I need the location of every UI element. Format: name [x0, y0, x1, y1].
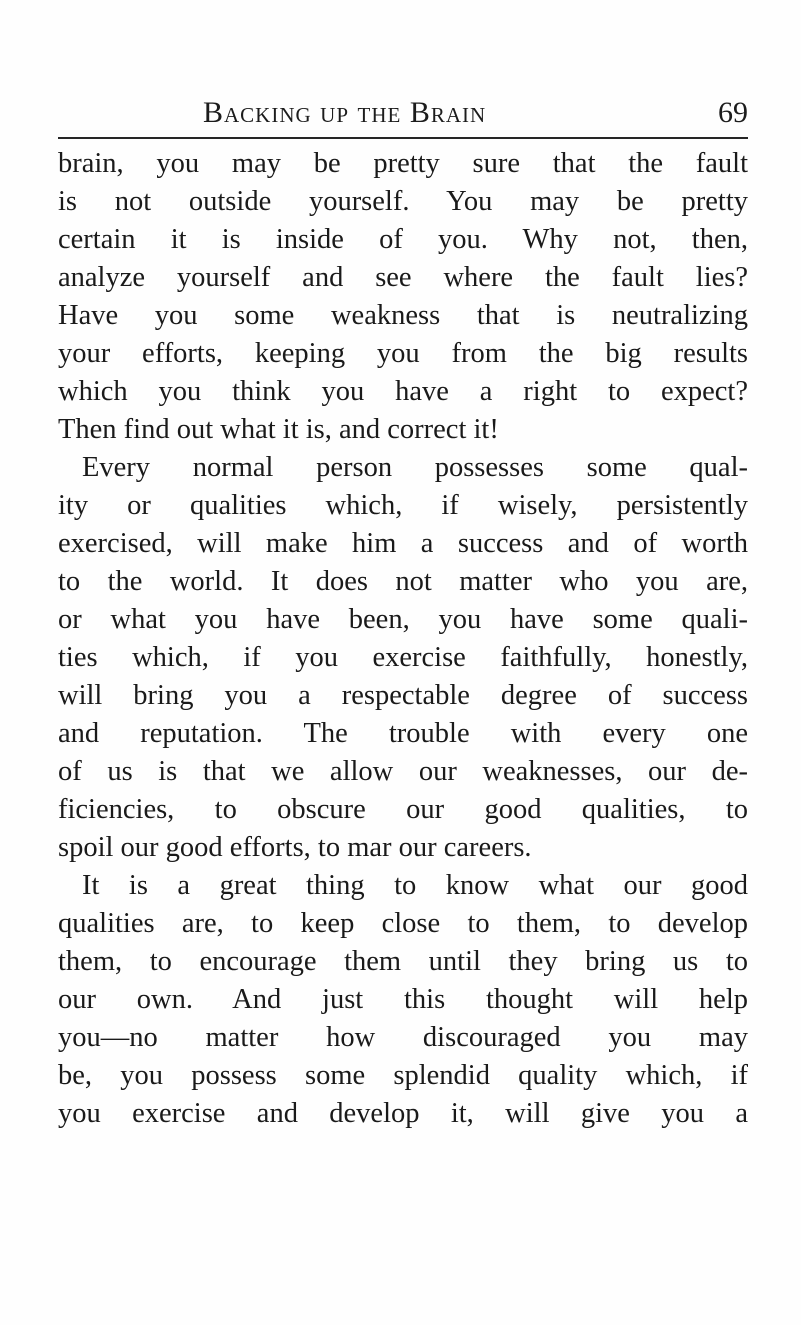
- text-line: ity or qualities which, if wisely, persistently: [58, 490, 748, 521]
- text-line: you—no matter how discouraged you may: [58, 1022, 748, 1053]
- text-line: qualities are, to keep close to them, to develop: [58, 908, 748, 939]
- text-line: be, you possess some splendid quality which, if: [58, 1060, 748, 1091]
- text-line: Every normal person possesses some qual-: [82, 452, 748, 483]
- text-line: certain it is inside of you. Why not, then,: [58, 224, 748, 255]
- page-number: 69: [718, 96, 748, 129]
- running-title: Backing up the Brain: [203, 96, 487, 129]
- text-line: of us is that we allow our weaknesses, our de-: [58, 756, 748, 787]
- text-line: them, to encourage them until they bring us to: [58, 946, 748, 977]
- text-line: and reputation. The trouble with every one: [58, 718, 748, 749]
- text-line: you exercise and develop it, will give you a: [58, 1098, 748, 1129]
- text-line: your efforts, keeping you from the big results: [58, 338, 748, 369]
- text-line: ficiencies, to obscure our good qualities, to: [58, 794, 748, 825]
- text-line: spoil our good efforts, to mar our careers.: [58, 832, 532, 863]
- text-line: which you think you have a right to expect?: [58, 376, 748, 407]
- header-rule: [58, 137, 748, 139]
- text-line: Then find out what it is, and correct it!: [58, 414, 499, 445]
- text-line: our own. And just this thought will help: [58, 984, 748, 1015]
- text-line: It is a great thing to know what our good: [82, 870, 748, 901]
- text-line: or what you have been, you have some quali-: [58, 604, 748, 635]
- text-line: Have you some weakness that is neutralizing: [58, 300, 748, 331]
- running-head: [58, 96, 748, 136]
- body-text: [58, 145, 758, 1133]
- text-line: analyze yourself and see where the fault lies?: [58, 262, 748, 293]
- text-line: to the world. It does not matter who you are,: [58, 566, 748, 597]
- text-line: exercised, will make him a success and of worth: [58, 528, 748, 559]
- text-line: is not outside yourself. You may be pretty: [58, 186, 748, 217]
- text-line: will bring you a respectable degree of success: [58, 680, 748, 711]
- text-line: ties which, if you exercise faithfully, honestly,: [58, 642, 748, 673]
- text-line: brain, you may be pretty sure that the fault: [58, 148, 748, 179]
